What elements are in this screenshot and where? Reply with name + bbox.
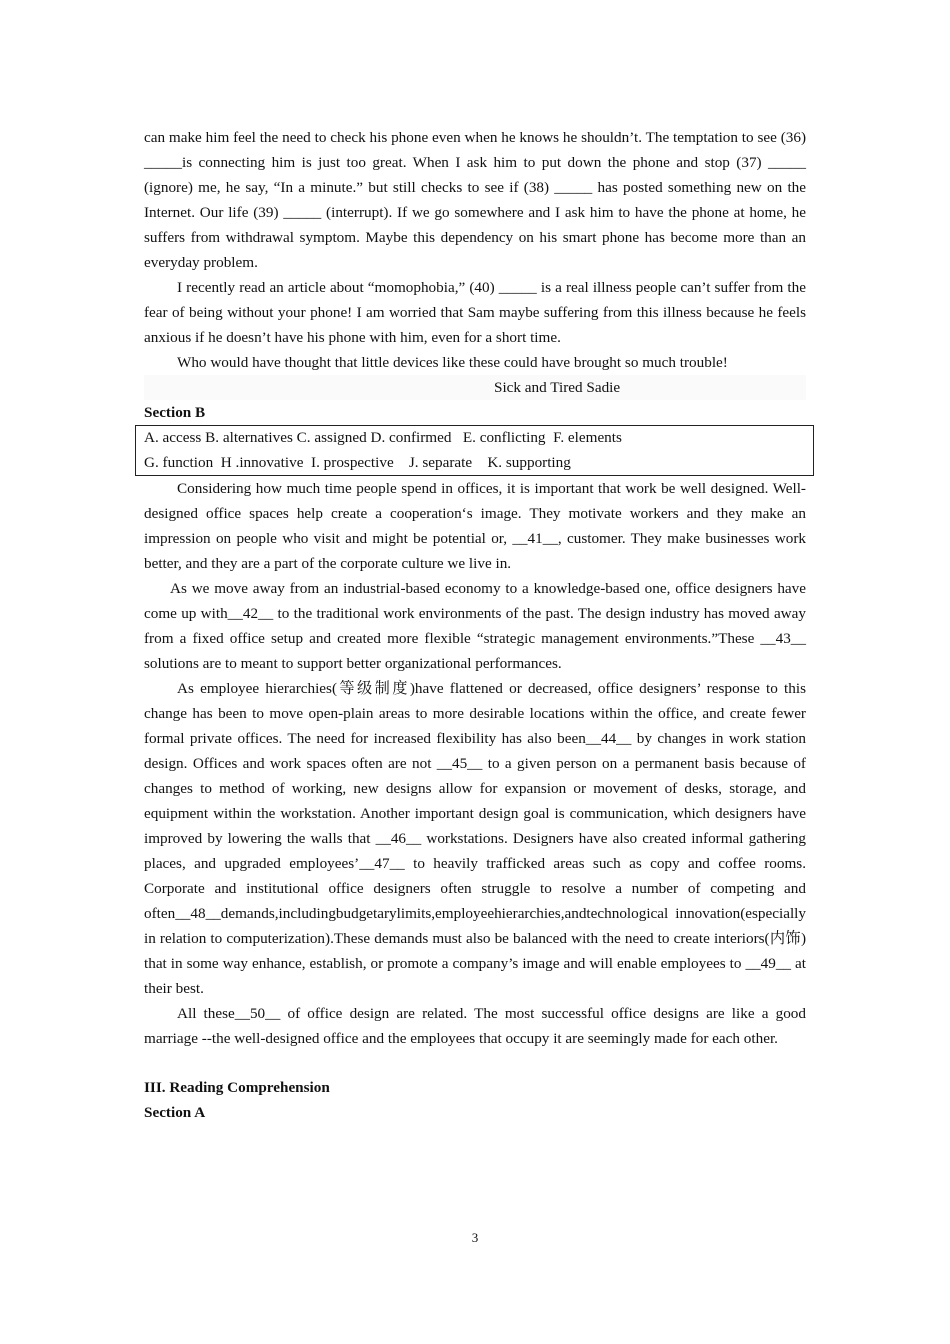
section-iii-heading: III. Reading Comprehension	[144, 1079, 330, 1096]
passage-paragraph-1: Considering how much time people spend in offices, it is important that work be well designed. Well-designed office spaces help create a cooperation‘s image. They motivate workers and they make an impression on people who visit and might be potential or, __41__, customer. They make businesses work better, and they are a part of the corporate culture we live in.	[144, 480, 806, 572]
section-b-heading: Section B	[144, 404, 206, 421]
passage-paragraph-2: As we move away from an industrial-based economy to a knowledge-based one, office designers have come up with__42__ to the traditional work environments of the past. The design industry has moved away from a fixed office setup and created more flexible “strategic management environments.”These __43__ solutions are to meant to support better organizational performances.	[144, 580, 806, 672]
section-a-heading: Section A	[144, 1104, 206, 1121]
letter-paragraph-3: Who would have thought that little devices like these could have brought so much trouble!	[177, 354, 728, 371]
letter-paragraph-1: can make him feel the need to check his phone even when he knows he shouldn’t. The temptation to see (36) _____is connecting him is just too great. When I ask him to put down the phone and stop (37) _____ (ignore) me, he say, “In a minute.” but still checks to see if (38) _____ has posted something new on the Internet. Our life (39) _____ (interrupt). If we go somewhere and I ask him to have the phone at home, he suffers from withdrawal symptom. Maybe this dependency on his smart phone has become more than an everyday problem.	[144, 129, 806, 271]
letter-paragraph-2: I recently read an article about “momophobia,” (40) _____ is a real illness people can’t suffer from the fear of being without your phone! I am worried that Sam maybe suffering from this illness because he feels anxious if he doesn’t have his phone with him, even for a short time.	[144, 279, 806, 346]
passage-paragraph-3: As employee hierarchies(等级制度)have flattened or decreased, office designers’ response to this change has been to move open-plain areas to more desirable locations within the office, and create fewer formal private offices. The need for increased flexibility has also been__44__ by changes in work station design. Offices and work spaces often are not __45__ to a given person on a permanent basis because of changes to method of working, new designs allow for expansion or movement of desks, storage, and equipment within the workstation. Another important design goal is communication, which designers have improved by lowering the walls that __46__ workstations. Designers have also created informal gathering places, and upgraded employees’__47__ to heavily trafficked areas such as copy and coffee rooms. Corporate and institutional office designers often struggle to resolve a number of competing and often__48__demands,includingbudgetarylimits,employeehierarchies,andtechnological innovation(especially in relation to computerization).These demands must also be balanced with the need to create interiors(内饰) that in some way enhance, establish, or promote a company’s image and will enable employees to __49__ at their best.	[144, 680, 806, 997]
word-bank-box	[135, 425, 814, 476]
page-content	[144, 125, 806, 1125]
spacer	[144, 1051, 806, 1075]
passage-paragraph-4: All these__50__ of office design are related. The most successful office designs are like a good marriage --the well-designed office and the employees that occupy it are seemingly made for each other.	[144, 1005, 806, 1047]
page-number: 3	[471, 1230, 479, 1245]
word-bank-row: A. access B. alternatives C. assigned D. confirmed E. conflicting F. elements	[144, 429, 622, 446]
letter-signature: Sick and Tired Sadie	[144, 375, 806, 400]
word-bank-row: G. function H .innovative I. prospective J. separate K. supporting	[144, 453, 571, 471]
